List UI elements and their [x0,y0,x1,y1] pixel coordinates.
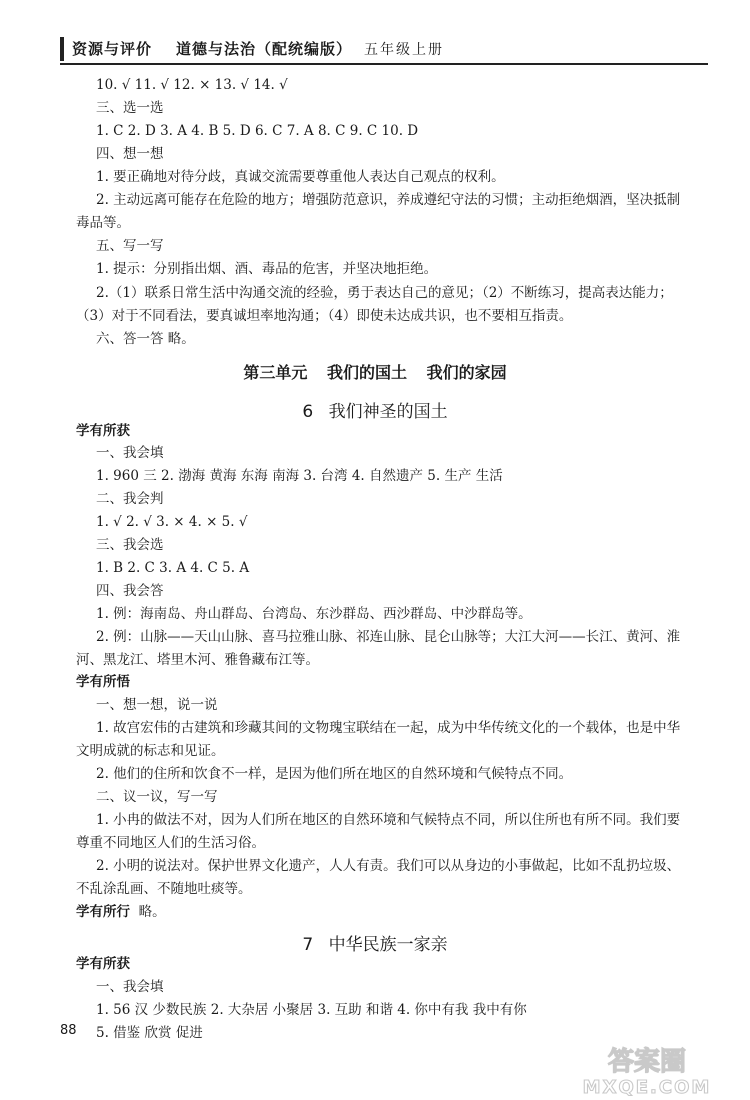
unit-title: 第三单元 我们的国土 我们的家园 [243,363,507,382]
subsection-heading: 学有所获 [76,956,130,972]
practice-answer: 略。 [138,904,166,920]
watermark-line1: 答案圈 [607,1047,687,1077]
answer-line: 1. B 2. C 3. A 4. C 5. A [96,560,250,576]
header-grade: 五年级上册 [364,42,444,58]
lesson-title: 7 中华民族一家亲 [302,935,448,955]
lesson-title: 6 我们神圣的国土 [302,402,448,422]
header-subject: 道德与法治（配统编版） [176,40,353,58]
section-heading: 五、写一写 [96,238,164,254]
answer-line: 5. 借鉴 欣赏 促进 [96,1025,203,1041]
answer-line: 2.（1）联系日常生活中沟通交流的经验，勇于表达自己的意见；（2）不断练习，提高表达能力； [96,285,673,301]
answer-line: 2. 他们的住所和饮食不一样，是因为他们所在地区的自然环境和气候特点不同。 [96,766,573,782]
answer-line: 1. √ 2. √ 3. × 4. × 5. √ [96,514,248,530]
section-heading: 二、我会判 [96,491,164,507]
answer-line: 毒品等。 [76,215,130,231]
section-heading: 一、我会填 [96,445,164,461]
subsection-heading: 学有所获 [76,423,130,439]
answer-line: （3）对于不同看法，要真诚坦率地沟通；（4）即使未达成共识，也不要相互指责。 [76,308,573,324]
answer-line: 1. 例：海南岛、舟山群岛、台湾岛、东沙群岛、西沙群岛、中沙群岛等。 [96,606,532,622]
watermark-line2: MXQE.COM [582,1077,712,1096]
answer-line: 尊重不同地区人们的生活习俗。 [76,835,265,851]
section-heading: 四、想一想 [96,146,164,162]
answer-line: 10. √ 11. √ 12. × 13. √ 14. √ [96,77,288,93]
section-heading: 四、我会答 [96,583,164,599]
answer-line: 1. 提示：分别指出烟、酒、毒品的危害，并坚决地拒绝。 [96,261,438,277]
answer-line: 文明成就的标志和见证。 [76,743,225,759]
running-header [60,34,708,64]
header-brand: 资源与评价 [72,40,153,58]
section-heading: 六、答一答 略。 [96,331,195,347]
answer-line: 1. 故宫宏伟的古建筑和珍藏其间的文物瑰宝联结在一起，成为中华传统文化的一个载体，也是中华 [96,720,681,736]
answer-line: 1. 960 三 2. 渤海 黄海 东海 南海 3. 台湾 4. 自然遗产 5. 生产 生活 [96,468,503,484]
section-heading: 三、选一选 [96,100,164,116]
answer-line: 2. 主动远离可能存在危险的地方；增强防范意识，养成遵纪守法的习惯；主动拒绝烟酒，坚决抵制 [96,192,681,208]
section-heading: 一、我会填 [96,979,164,995]
answer-line: 1. C 2. D 3. A 4. B 5. D 6. C 7. A 8. C 9. C 10. D [96,123,419,139]
subsection-heading: 学有所悟 [76,674,130,690]
answer-line: 1. 56 汉 少数民族 2. 大杂居 小聚居 3. 互助 和谐 4. 你中有我 我中有你 [96,1002,527,1018]
practice-line [76,902,166,922]
section-heading: 二、议一议，写一写 [96,789,218,805]
answer-line: 2. 例：山脉——天山山脉、喜马拉雅山脉、祁连山脉、昆仑山脉等；大江大河——长江、黄河、淮 [96,629,681,645]
answer-line: 河、黑龙江、塔里木河、雅鲁藏布江等。 [76,652,319,668]
answer-line: 1. 要正确地对待分歧，真诚交流需要尊重他人表达自己观点的权利。 [96,169,505,185]
page-number: 88 [60,1023,77,1038]
header-bar [60,37,64,61]
header-rule [60,63,708,65]
answer-line: 2. 小明的说法对。保护世界文化遗产，人人有责。我们可以从身边的小事做起，比如不乱扔垃圾、 [96,858,681,874]
subsection-heading: 学有所行 [76,904,130,920]
section-heading: 三、我会选 [96,537,164,553]
answer-line: 不乱涂乱画、不随地吐痰等。 [76,881,252,897]
watermark-logo [552,1044,742,1096]
section-heading: 一、想一想，说一说 [96,697,218,713]
answer-line: 1. 小冉的做法不对，因为人们所在地区的自然环境和气候特点不同，所以住所也有所不同。我们要 [96,812,681,828]
